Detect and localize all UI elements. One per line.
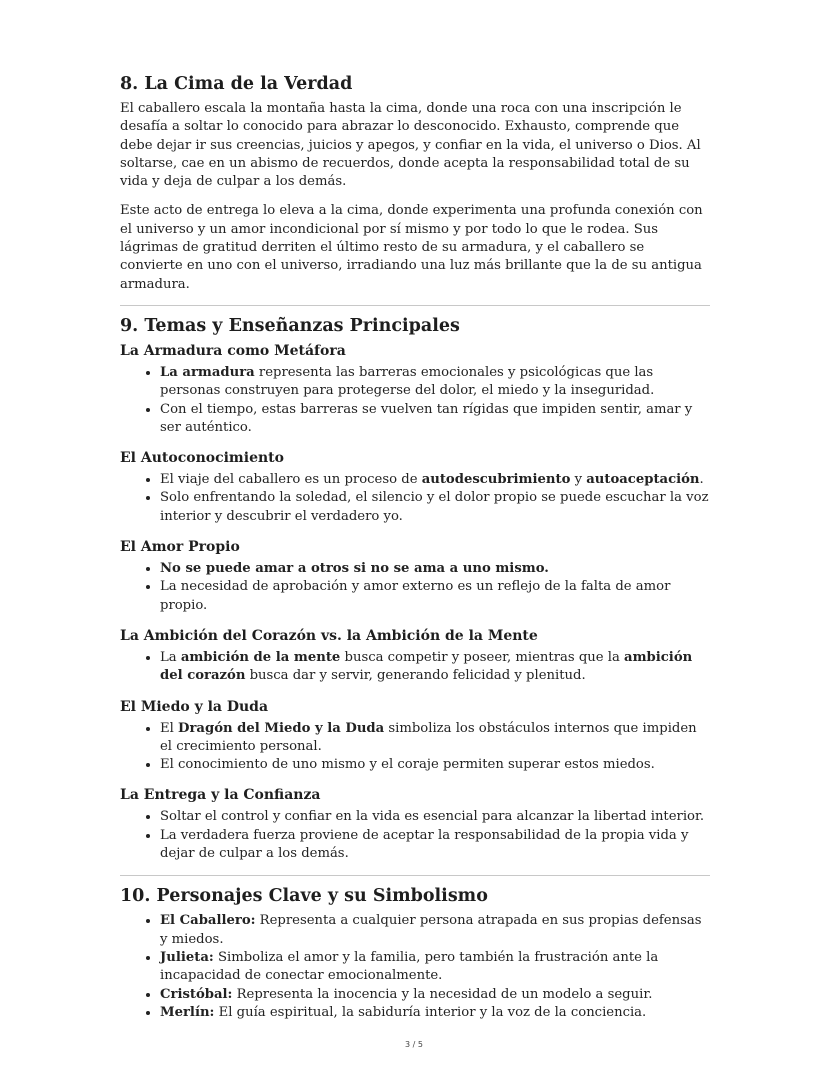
subheading-ambicion: La Ambición del Corazón vs. la Ambición de la Mente	[120, 627, 538, 644]
list-item: • La verdadera fuerza proviene de aceptar la responsabilidad de la propia vida y dejar de culpar a los demás.	[160, 827, 710, 864]
section-9-title: 9. Temas y Enseñanzas Principales	[120, 315, 460, 336]
list-item: • Cristóbal: Representa la inocencia y la necesidad de un modelo a seguir.	[160, 986, 710, 1004]
list-item: • Solo enfrentando la soledad, el silencio y el dolor propio se puede escuchar la voz interior y descubrir el verdadero yo.	[160, 489, 710, 526]
list-item: • Con el tiempo, estas barreras se vuelven tan rígidas que impiden sentir, amar y ser auténtico.	[160, 401, 710, 438]
list-item: • El Dragón del Miedo y la Duda simboliza los obstáculos internos que impiden el crecimiento personal.	[160, 720, 710, 757]
list-item: • Merlín: El guía espiritual, la sabiduría interior y la voz de la conciencia.	[160, 1004, 710, 1022]
list-item: • La necesidad de aprobación y amor externo es un reflejo de la falta de amor propio.	[160, 578, 710, 615]
section-divider	[120, 305, 710, 306]
personajes-list	[120, 912, 710, 1022]
section-8-paragraph-1: El caballero escala la montaña hasta la cima, donde una roca con una inscripción le desafía a soltar lo conocido para abrazar lo desconocido. Exhausto, comprende que debe dejar ir sus creencias, juicios y apegos, y confiar en la vida, el universo o Dios. Al soltarse, cae en un abismo de recuerdos, donde acepta la responsabilidad total de su vida y deja de culpar a los demás.	[120, 101, 701, 190]
subheading-amor-propio: El Amor Propio	[120, 539, 240, 556]
entrega-list	[120, 808, 710, 863]
armadura-list	[120, 364, 710, 437]
page-number: 3 / 5	[405, 1040, 423, 1049]
list-item: • El Caballero: Representa a cualquier persona atrapada en sus propias defensas y miedos.	[160, 912, 710, 949]
ambicion-list	[120, 649, 710, 686]
list-item: • El conocimiento de uno mismo y el coraje permiten superar estos miedos.	[160, 756, 710, 774]
amor-propio-list	[120, 560, 710, 615]
subheading-autoconocimiento: El Autoconocimiento	[120, 450, 284, 467]
subheading-miedo: El Miedo y la Duda	[120, 698, 269, 715]
section-8-title: 8. La Cima de la Verdad	[120, 74, 353, 94]
list-item: • La armadura representa las barreras emocionales y psicológicas que las personas construyen para protegerse del dolor, el miedo y la inseguridad.	[160, 364, 710, 401]
list-item: • Julieta: Simboliza el amor y la familia, pero también la frustración ante la incapacidad de conectar emocionalmente.	[160, 949, 710, 986]
list-item: • Soltar el control y confiar en la vida es esencial para alcanzar la libertad interior.	[160, 808, 710, 826]
section-10-title: 10. Personajes Clave y su Simbolismo	[120, 886, 488, 907]
document-page	[120, 72, 710, 1034]
section-8-paragraph-2: Este acto de entrega lo eleva a la cima, donde experimenta una profunda conexión con el universo y un amor incondicional por sí mismo y por todo lo que le rodea. Sus lágrimas de gratitud derriten el último resto de su armadura, y el caballero se convierte en uno con el universo, irradiando una luz más brillante que la de su antigua armadura.	[120, 203, 703, 292]
subheading-armadura: La Armadura como Metáfora	[120, 342, 346, 359]
autoconocimiento-list	[120, 471, 710, 526]
list-item: • La ambición de la mente busca competir y poseer, mientras que la ambición del corazón busca dar y servir, generando felicidad y plenitud.	[160, 649, 710, 686]
list-item: • El viaje del caballero es un proceso de autodescubrimiento y autoaceptación.	[160, 471, 710, 489]
section-divider	[120, 875, 710, 876]
list-item: • No se puede amar a otros si no se ama a uno mismo.	[160, 560, 710, 578]
subheading-entrega: La Entrega y la Confianza	[120, 787, 321, 804]
miedo-list	[120, 720, 710, 775]
